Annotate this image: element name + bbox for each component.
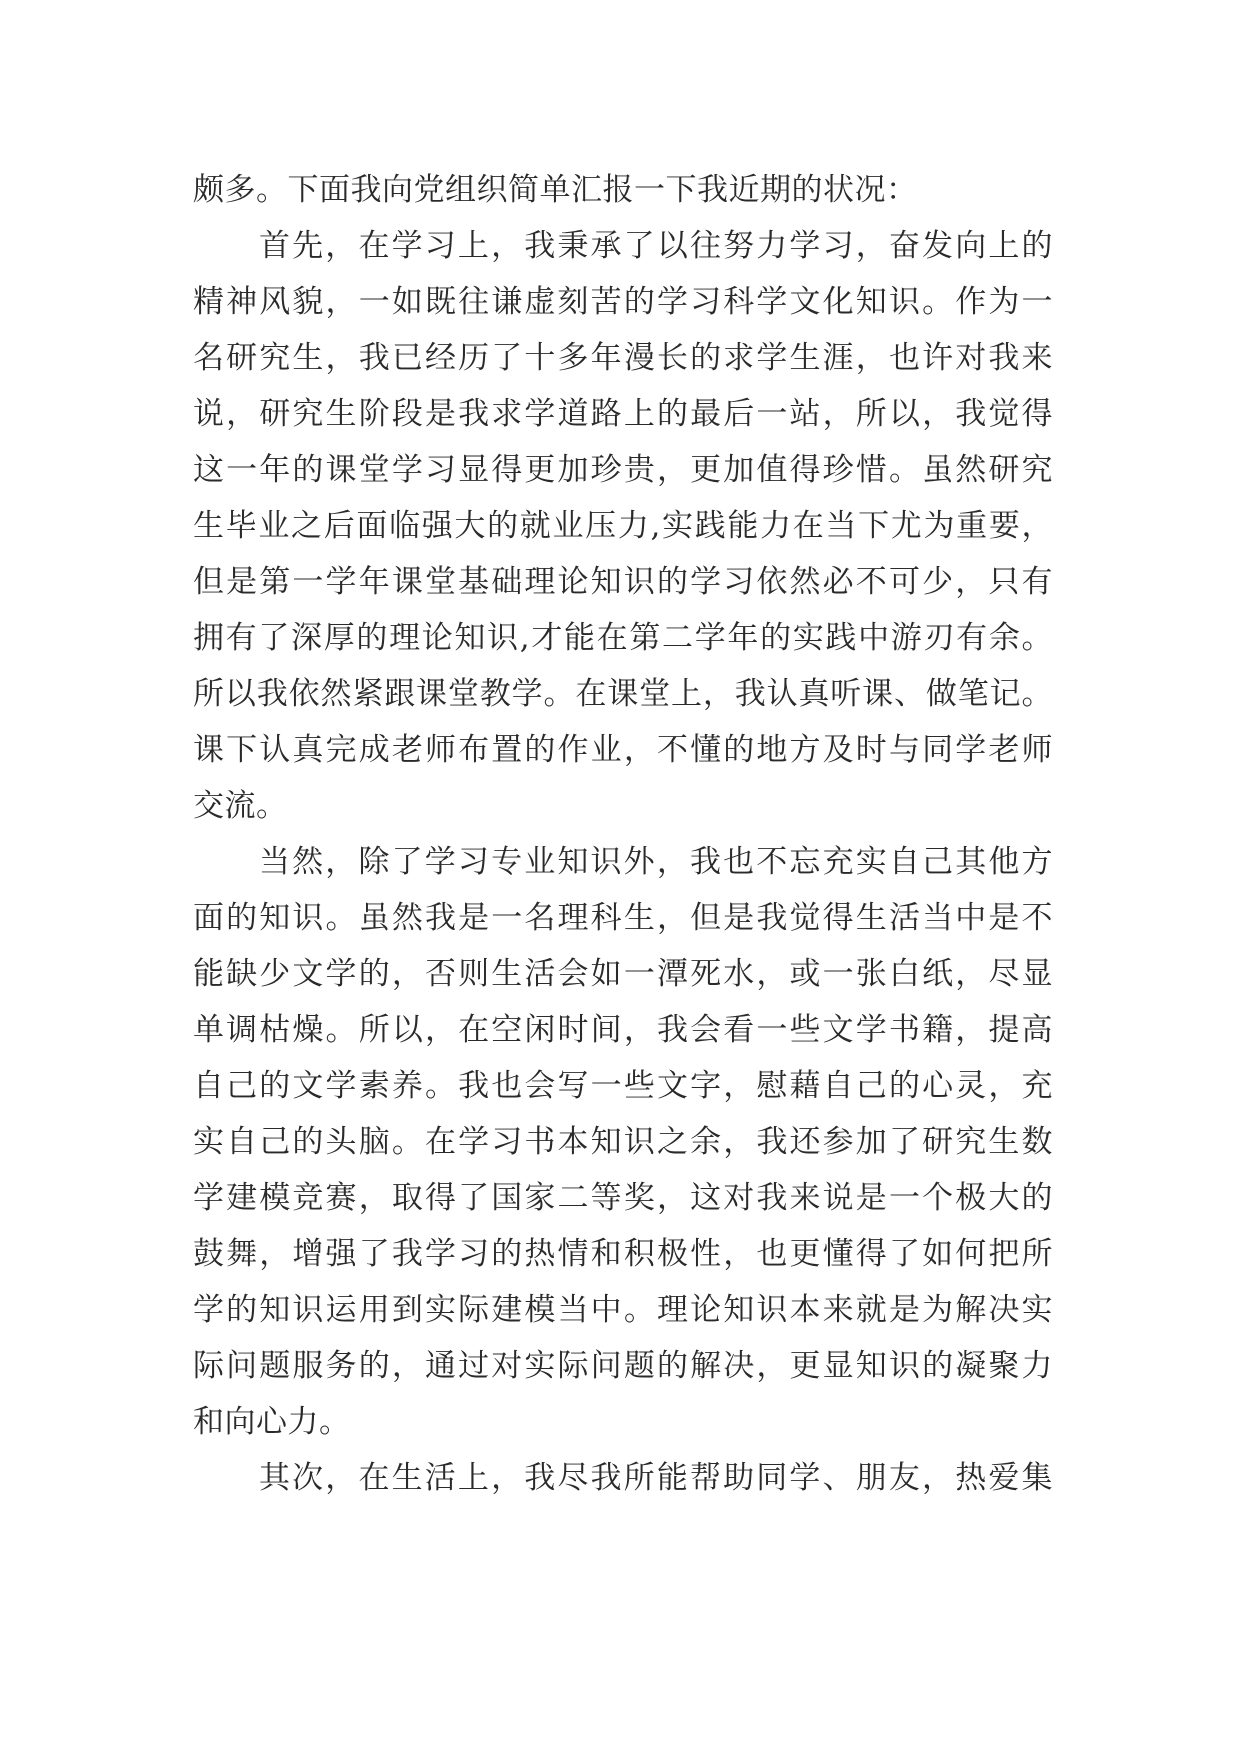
text-line: 名研究生，我已经历了十多年漫长的求学生涯，也许对我来 [193, 340, 1053, 376]
text-line: 学的知识运用到实际建模当中。理论知识本来就是为解决实 [193, 1292, 1053, 1328]
text-line: 面的知识。虽然我是一名理科生，但是我觉得生活当中是不 [193, 900, 1053, 936]
text-line: 交流。 [193, 788, 288, 824]
text-line: 际问题服务的，通过对实际问题的解决，更显知识的凝聚力 [193, 1348, 1053, 1384]
text-line: 拥有了深厚的理论知识,才能在第二学年的实践中游刃有余。 [193, 620, 1053, 656]
paragraph-first-line: 当然，除了学习专业知识外，我也不忘充实自己其他方 [259, 844, 1053, 880]
text-line: 但是第一学年课堂基础理论知识的学习依然必不可少，只有 [193, 564, 1053, 600]
text-line: 所以我依然紧跟课堂教学。在课堂上，我认真听课、做笔记。 [193, 676, 1053, 712]
text-line: 生毕业之后面临强大的就业压力,实践能力在当下尤为重要， [193, 508, 1053, 544]
text-line: 鼓舞，增强了我学习的热情和积极性，也更懂得了如何把所 [193, 1236, 1053, 1272]
text-line: 学建模竞赛，取得了国家二等奖，这对我来说是一个极大的 [193, 1180, 1053, 1216]
paragraph-first-line: 其次，在生活上，我尽我所能帮助同学、朋友，热爱集 [259, 1460, 1053, 1496]
text-line: 课下认真完成老师布置的作业，不懂的地方及时与同学老师 [193, 732, 1053, 768]
text-line: 自己的文学素养。我也会写一些文字，慰藉自己的心灵，充 [193, 1068, 1053, 1104]
text-line: 单调枯燥。所以，在空闲时间，我会看一些文学书籍，提高 [193, 1012, 1053, 1048]
text-line: 说，研究生阶段是我求学道路上的最后一站，所以，我觉得 [193, 396, 1053, 432]
text-line: 实自己的头脑。在学习书本知识之余，我还参加了研究生数 [193, 1124, 1053, 1160]
text-line: 精神风貌，一如既往谦虚刻苦的学习科学文化知识。作为一 [193, 284, 1053, 320]
body-text [193, 162, 1053, 1506]
text-line: 这一年的课堂学习显得更加珍贵，更加值得珍惜。虽然研究 [193, 452, 1053, 488]
paragraph-first-line: 首先，在学习上，我秉承了以往努力学习，奋发向上的 [259, 228, 1053, 264]
text-line: 能缺少文学的，否则生活会如一潭死水，或一张白纸，尽显 [193, 956, 1053, 992]
text-line: 和向心力。 [193, 1404, 351, 1440]
text-line: 颇多。下面我向党组织简单汇报一下我近期的状况： [193, 172, 918, 208]
